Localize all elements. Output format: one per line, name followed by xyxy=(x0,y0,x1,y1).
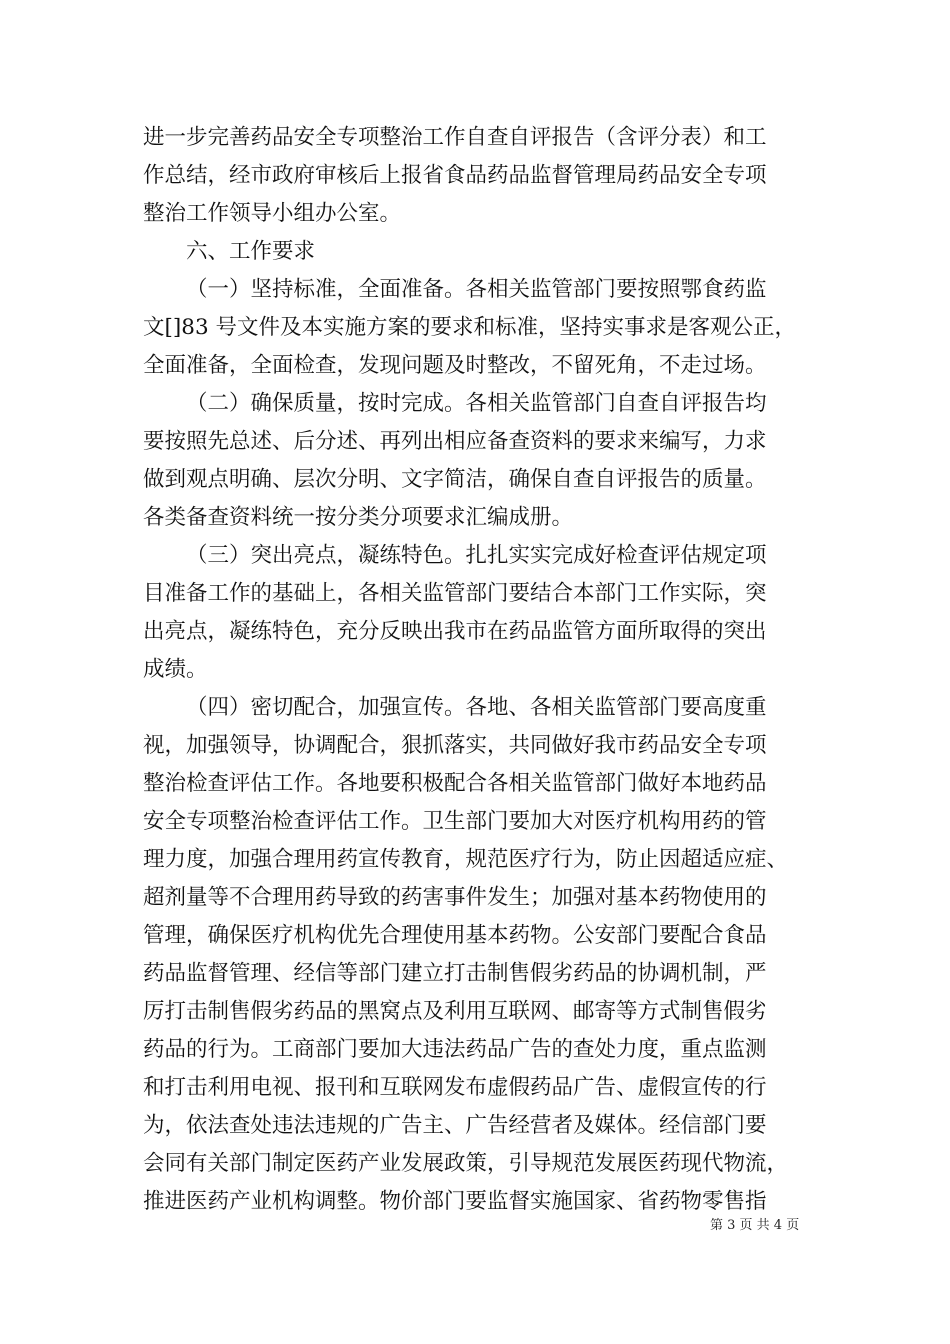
section-heading: 六、工作要求 xyxy=(186,239,316,264)
body-text-line: 整治工作领导小组办公室。 xyxy=(143,201,402,226)
body-text-line: 进一步完善药品安全专项整治工作自查自评报告（含评分表）和工 xyxy=(143,125,767,150)
body-text-line: 各类备查资料统一按分类分项要求汇编成册。 xyxy=(143,505,574,530)
body-text-line: 为，依法查处违法违规的广告主、广告经营者及媒体。经信部门要 xyxy=(143,1113,767,1138)
body-text-line: 会同有关部门制定医药产业发展政策，引导规范发展医药现代物流， xyxy=(143,1151,789,1176)
body-text-line: 整治检查评估工作。各地要积极配合各相关监管部门做好本地药品 xyxy=(143,771,767,796)
body-text-line: 推进医药产业机构调整。物价部门要监督实施国家、省药物零售指 xyxy=(143,1189,767,1214)
body-text-line: （二）确保质量，按时完成。各相关监管部门自查自评报告均 xyxy=(186,391,767,416)
body-text-line: 文[]83 号文件及本实施方案的要求和标准，坚持实事求是客观公正， xyxy=(143,315,796,340)
body-text-line: （四）密切配合，加强宣传。各地、各相关监管部门要高度重 xyxy=(186,695,767,720)
body-text-line: 视，加强领导，协调配合，狠抓落实，共同做好我市药品安全专项 xyxy=(143,733,767,758)
body-text-line: （一）坚持标准，全面准备。各相关监管部门要按照鄂食药监 xyxy=(186,277,767,302)
body-text-line: 药品的行为。工商部门要加大违法药品广告的查处力度，重点监测 xyxy=(143,1037,767,1062)
body-text-line: 管理，确保医疗机构优先合理使用基本药物。公安部门要配合食品 xyxy=(143,923,767,948)
body-text-line: 作总结，经市政府审核后上报省食品药品监督管理局药品安全专项 xyxy=(143,163,767,188)
body-text-line: 目准备工作的基础上，各相关监管部门要结合本部门工作实际，突 xyxy=(143,581,767,606)
body-text-line: 出亮点，凝练特色，充分反映出我市在药品监管方面所取得的突出 xyxy=(143,619,767,644)
page-number: 第 3 页 共 4 页 xyxy=(710,1218,800,1233)
body-text-line: 和打击利用电视、报刊和互联网发布虚假药品广告、虚假宣传的行 xyxy=(143,1075,767,1100)
body-text-line: 要按照先总述、后分述、再列出相应备查资料的要求来编写，力求 xyxy=(143,429,767,454)
body-text-line: 成绩。 xyxy=(143,657,208,682)
body-text-line: 厉打击制售假劣药品的黑窝点及利用互联网、邮寄等方式制售假劣 xyxy=(143,999,767,1024)
body-text-line: 安全专项整治检查评估工作。卫生部门要加大对医疗机构用药的管 xyxy=(143,809,767,834)
body-text-line: 全面准备，全面检查，发现问题及时整改，不留死角，不走过场。 xyxy=(143,353,767,378)
body-text-line: 做到观点明确、层次分明、文字简洁，确保自查自评报告的质量。 xyxy=(143,467,767,492)
body-text-line: （三）突出亮点，凝练特色。扎扎实实完成好检查评估规定项 xyxy=(186,543,767,568)
body-text-line: 超剂量等不合理用药导致的药害事件发生；加强对基本药物使用的 xyxy=(143,885,767,910)
body-text-line: 理力度，加强合理用药宣传教育，规范医疗行为，防止因超适应症、 xyxy=(143,847,789,872)
body-text-line: 药品监督管理、经信等部门建立打击制售假劣药品的协调机制，严 xyxy=(143,961,767,986)
